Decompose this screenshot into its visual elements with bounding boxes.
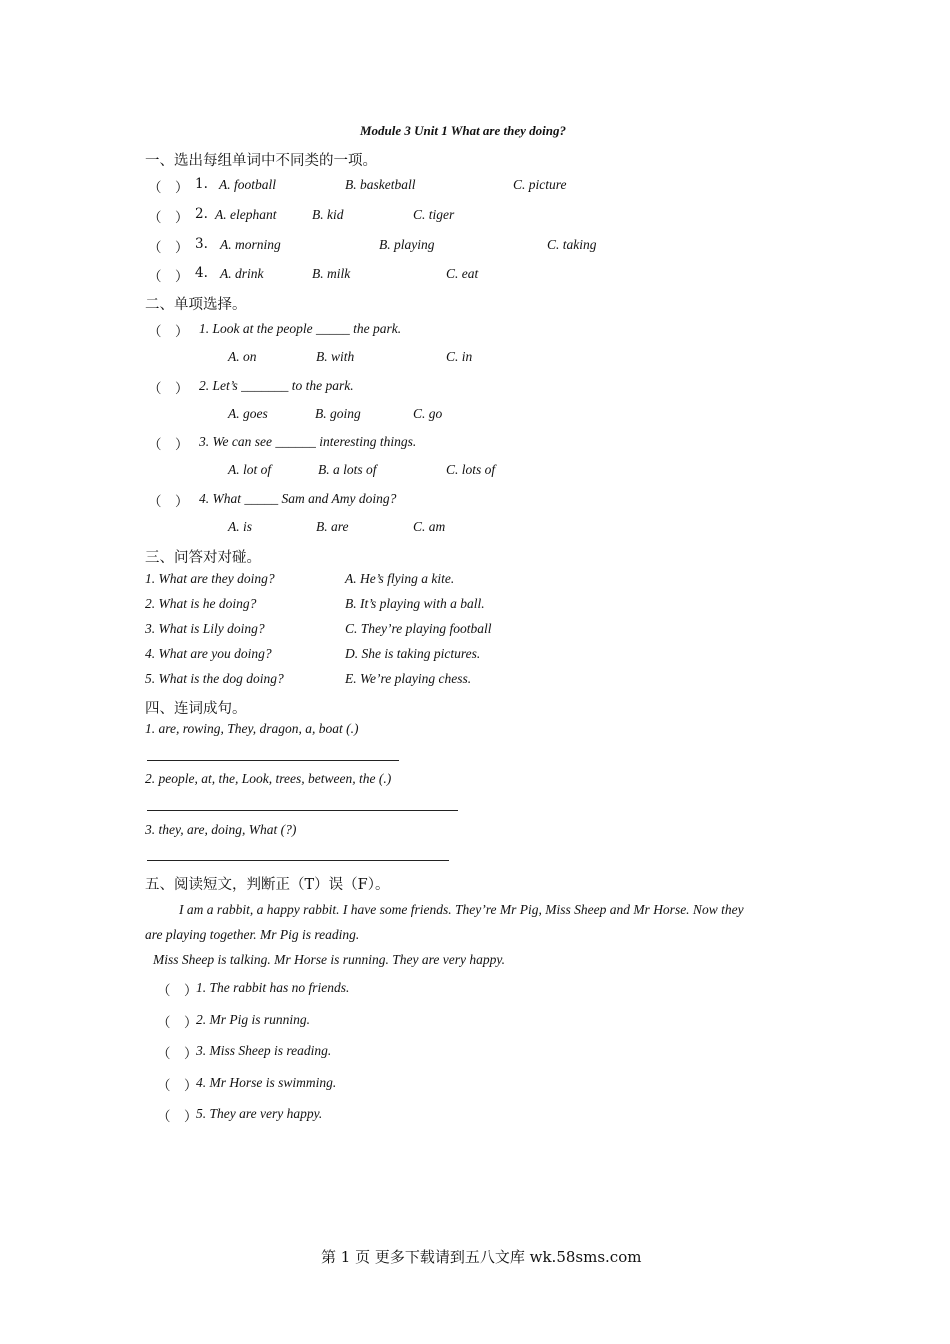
- match-answer: C. They’re playing football: [345, 621, 492, 636]
- statement: 1. The rabbit has no friends.: [196, 980, 350, 995]
- option-b: B. basketball: [345, 177, 416, 192]
- answer-bracket: （ ）: [148, 180, 189, 196]
- passage-line: I am a rabbit, a happy rabbit. I have some friends. They’re Mr Pig, Miss Sheep and Mr Horse. Now they: [179, 902, 744, 917]
- option-c: C. picture: [513, 177, 567, 192]
- option-a: A. football: [219, 177, 276, 192]
- answer-bracket: （ ）: [148, 240, 189, 256]
- question-text: 1. Look at the people _____ the park.: [199, 321, 402, 336]
- scrambled-words: 2. people, at, the, Look, trees, between, the (.): [145, 771, 392, 786]
- option-b: B. going: [315, 406, 361, 421]
- question-text: 3. We can see ______ interesting things.: [199, 434, 417, 449]
- passage-line: are playing together. Mr Pig is reading.: [145, 927, 360, 942]
- answer-bracket: （ ）: [148, 269, 189, 285]
- answer-bracket: （ ）: [157, 1109, 198, 1125]
- option-c: C. tiger: [413, 207, 455, 222]
- option-a: A. goes: [228, 406, 268, 421]
- answer-line[interactable]: [147, 810, 458, 811]
- item-number: 1.: [195, 176, 208, 192]
- answer-line[interactable]: [147, 860, 449, 861]
- answer-bracket: （ ）: [157, 1046, 198, 1062]
- option-a: A. elephant: [215, 207, 277, 222]
- statement: 2. Mr Pig is running.: [196, 1012, 311, 1027]
- answer-bracket: （ ）: [148, 494, 189, 510]
- item-number: 3.: [195, 236, 208, 252]
- match-question: 2. What is he doing?: [145, 596, 257, 611]
- item-number: 2.: [195, 206, 208, 222]
- item-number: 4.: [195, 265, 208, 281]
- answer-bracket: （ ）: [157, 983, 198, 999]
- option-a: A. on: [228, 349, 257, 364]
- option-a: A. is: [228, 519, 253, 534]
- match-question: 3. What is Lily doing?: [145, 621, 265, 636]
- answer-bracket: （ ）: [157, 1078, 198, 1094]
- answer-bracket: （ ）: [157, 1015, 198, 1031]
- match-answer: D. She is taking pictures.: [345, 646, 481, 661]
- option-a: A. drink: [220, 266, 264, 281]
- option-a: A. morning: [220, 237, 281, 252]
- answer-bracket: （ ）: [148, 324, 189, 340]
- question-text: 2. Let’s _______ to the park.: [199, 378, 354, 393]
- answer-line[interactable]: [147, 760, 399, 761]
- page-title: Module 3 Unit 1 What are they doing?: [360, 123, 566, 138]
- option-c: C. lots of: [446, 462, 496, 477]
- section1-heading: 一、选出每组单词中不同类的一项。: [145, 153, 377, 169]
- passage-line: Miss Sheep is talking. Mr Horse is running. They are very happy.: [153, 952, 505, 967]
- match-answer: E. We’re playing chess.: [345, 671, 472, 686]
- option-c: C. go: [413, 406, 443, 421]
- answer-bracket: （ ）: [148, 210, 189, 226]
- match-question: 1. What are they doing?: [145, 571, 275, 586]
- match-question: 4. What are you doing?: [145, 646, 272, 661]
- statement: 5. They are very happy.: [196, 1106, 323, 1121]
- option-b: B. kid: [312, 207, 344, 222]
- option-b: B. a lots of: [318, 462, 377, 477]
- option-c: C. taking: [547, 237, 597, 252]
- answer-bracket: （ ）: [148, 437, 189, 453]
- section4-heading: 四、连词成句。: [145, 701, 247, 717]
- option-b: B. with: [316, 349, 355, 364]
- scrambled-words: 1. are, rowing, They, dragon, a, boat (.): [145, 721, 359, 736]
- section5-heading: 五、阅读短文，判断正（T）误（F）。: [145, 877, 390, 893]
- scrambled-words: 3. they, are, doing, What (?): [145, 822, 297, 837]
- statement: 4. Mr Horse is swimming.: [196, 1075, 337, 1090]
- option-b: B. milk: [312, 266, 351, 281]
- match-answer: B. It’s playing with a ball.: [345, 596, 485, 611]
- statement: 3. Miss Sheep is reading.: [196, 1043, 332, 1058]
- option-c: C. am: [413, 519, 446, 534]
- answer-bracket: （ ）: [148, 381, 189, 397]
- match-question: 5. What is the dog doing?: [145, 671, 284, 686]
- option-b: B. playing: [379, 237, 435, 252]
- question-text: 4. What _____ Sam and Amy doing?: [199, 491, 397, 506]
- option-c: C. in: [446, 349, 473, 364]
- option-a: A. lot of: [228, 462, 272, 477]
- option-c: C. eat: [446, 266, 479, 281]
- section3-heading: 三、问答对对碰。: [145, 550, 261, 566]
- section2-heading: 二、单项选择。: [145, 297, 247, 313]
- page-footer: 第 1 页 更多下载请到五八文库 wk.58sms.com: [321, 1248, 642, 1266]
- option-b: B. are: [316, 519, 349, 534]
- match-answer: A. He’s flying a kite.: [345, 571, 455, 586]
